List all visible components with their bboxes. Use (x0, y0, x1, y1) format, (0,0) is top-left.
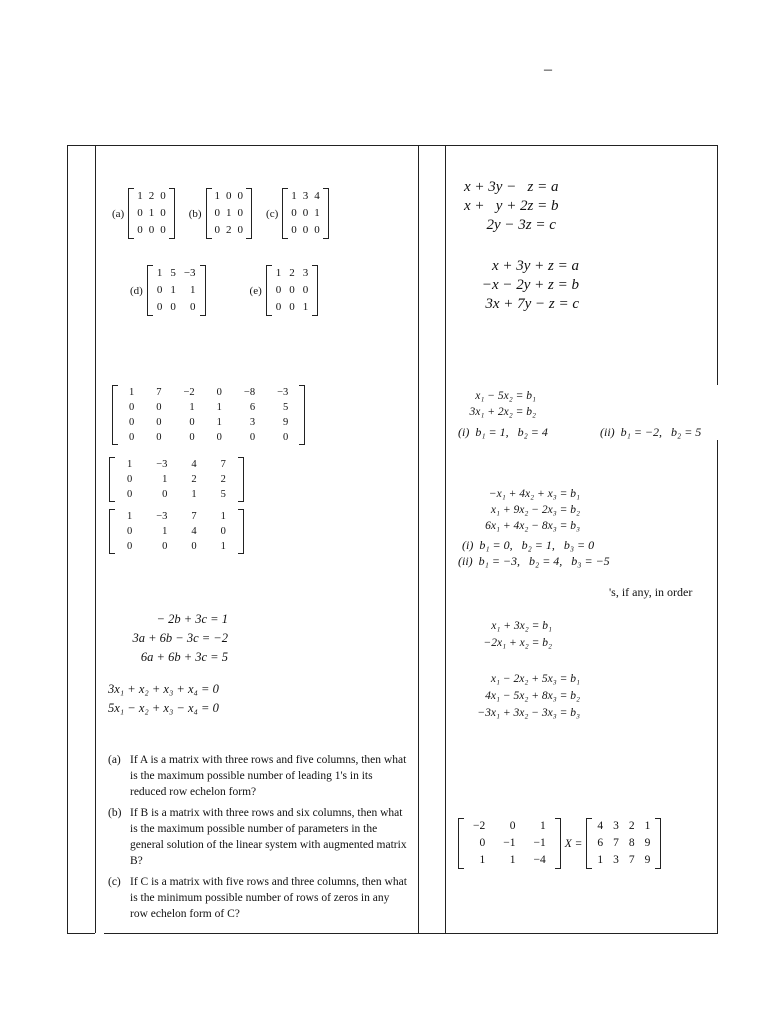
system-4-case-i: (i) b₁ = 0, b₂ = 1, b₃ = 0 (462, 538, 595, 552)
system-4-eq-3: 6x₁ + 4x₂ − 8x₃ = b₃ (485, 520, 580, 532)
system-2 (464, 257, 579, 314)
matrix-c-matrix-cell: 1 (291, 190, 297, 202)
augmented-matrix-4x6-body-cell: 0 (189, 417, 195, 428)
matrix-a-matrix-cell: 0 (160, 207, 166, 219)
matrix-d-matrix-cell: 1 (156, 267, 163, 279)
matrix-e-matrix-cell: 1 (275, 267, 282, 279)
matrix-a-matrix-cell: 2 (148, 190, 155, 202)
augmented-matrix-4x6-body-cell: 0 (129, 432, 135, 443)
augmented-matrix-4x6-body-cell: −2 (183, 387, 195, 398)
question-a-text: If A is a matrix with three rows and five columns, then what is the maximum possible number of leading 1's in its reduced row echelon form? (130, 754, 407, 798)
matrix-eq-right-cell: 4 (597, 820, 604, 832)
augmented-matrix-3x4-a-body-cell: 1 (127, 459, 133, 470)
matrix-eq-right-cell: 8 (628, 837, 635, 849)
augmented-matrix-3x4-a-body-cell: 0 (162, 489, 168, 500)
question-c-tag: (c) (108, 876, 121, 888)
augmented-matrix-4x6-body-cell: −8 (243, 387, 256, 398)
matrix-e-matrix-cell: 2 (289, 267, 295, 279)
augmented-matrix-3x4-a-body-cell: 2 (220, 474, 226, 485)
system-3 (458, 388, 536, 420)
matrix-e-matrix (266, 265, 319, 316)
system-3-case-i: (i) b₁ = 1, b₂ = 4 (458, 425, 548, 439)
augmented-matrix-3x4-b-body-cell: 1 (220, 511, 226, 522)
matrix-e-matrix-cell: 3 (302, 267, 309, 279)
matrix-eq-left-cell: −1 (503, 837, 516, 849)
system-homogeneous-eq-1: 3x₁ + x₂ + x₃ + x₄ = 0 (108, 682, 219, 696)
augmented-matrix-3x4-a (109, 457, 244, 502)
matrix-a-matrix-cell: 0 (160, 224, 166, 236)
augmented-matrix-4x6-body-cell: 1 (216, 417, 222, 428)
matrix-eq-right-cell: 1 (597, 854, 604, 866)
matrix-b-matrix-cell: 0 (214, 207, 221, 219)
augmented-matrix-4x6-body-cell: 7 (156, 387, 162, 398)
augmented-matrix-3x4-a-body (109, 457, 244, 502)
matrix-d-matrix-cell: 0 (190, 301, 196, 313)
augmented-matrix-4x6-body-cell: 1 (216, 402, 222, 413)
augmented-matrix-3x4-a-body-cell: 5 (220, 489, 226, 500)
matrix-e-matrix-cell: 0 (275, 284, 282, 296)
system-6-eq-3: −3x₁ + 3x₂ − 3x₃ = b₃ (477, 707, 580, 719)
question-a-tag: (a) (108, 754, 121, 766)
augmented-matrix-4x6-body-cell: 0 (216, 432, 222, 443)
matrix-eq-right-cell: 7 (628, 854, 635, 866)
augmented-matrix-4x6-body-cell: 0 (156, 417, 162, 428)
augmented-matrix-4x6-body-cell: 3 (249, 417, 256, 428)
matrix-c-matrix-cell: 0 (302, 207, 309, 219)
matrix-eq-left-cell: 0 (479, 837, 486, 849)
matrix-eq-left-cell: 1 (479, 854, 486, 866)
matrices-a-to-c (112, 188, 329, 239)
matrix-c-matrix-cell: 3 (302, 190, 309, 202)
matrix-c-matrix-cell: 0 (291, 207, 297, 219)
augmented-matrix-4x6-body-cell: −3 (277, 387, 289, 398)
question-a (108, 752, 408, 800)
system-4 (458, 486, 580, 534)
matrix-c-matrix-cell: 0 (302, 224, 309, 236)
matrix-eq-right-cell: 9 (644, 837, 651, 849)
matrix-c-matrix-cell: 1 (314, 207, 320, 219)
question-c-text: If C is a matrix with five rows and three columns, then what is the minimum possible number of rows of zeros in any row echelon form of C? (130, 876, 407, 920)
matrix-a-matrix-cell: 0 (160, 190, 166, 202)
system-1-eq-2: x + y + 2z = b (464, 198, 559, 214)
augmented-matrix-3x4-a-body-cell: 4 (191, 459, 197, 470)
augmented-matrix-4x6-body-cell: 0 (216, 387, 222, 398)
matrix-b-matrix-cell: 1 (214, 190, 221, 202)
matrix-eq-left-cell: −4 (533, 854, 546, 866)
matrix-d (130, 265, 206, 316)
matrix-a-matrix (128, 188, 175, 239)
matrix-c-matrix-cell: 0 (291, 224, 297, 236)
system-2-eq-1: x + 3y + z = a (491, 258, 579, 274)
matrix-c-label: (c) (266, 207, 279, 220)
matrix-eq-right-cell: 7 (613, 837, 619, 849)
augmented-matrix-3x4-b-body-cell: 7 (191, 511, 197, 522)
matrix-b-matrix-cell: 2 (226, 224, 232, 236)
augmented-matrix-4x6-body-cell: 0 (129, 402, 135, 413)
system-3-eq-2: 3x₁ + 2x₂ = b₂ (469, 406, 536, 418)
system-2-eq-3: 3x + 7y − z = c (485, 296, 579, 312)
augmented-matrix-4x6-body-cell: 1 (129, 387, 135, 398)
system-1-eq-1: x + 3y − z = a (464, 179, 559, 195)
matrix-c (266, 188, 329, 239)
augmented-matrix-3x4-b-body-cell: 0 (220, 526, 226, 537)
matrix-b-matrix-cell: 0 (237, 207, 244, 219)
matrix-c-matrix (282, 188, 329, 239)
augmented-matrix-3x4-b-body-cell: 1 (220, 541, 226, 552)
augmented-matrix-3x4-b-body-cell: 1 (162, 526, 168, 537)
matrix-eq-left-cell: −2 (473, 820, 486, 832)
system-4-case-ii: (ii) b₁ = −3, b₂ = 4, b₃ = −5 (458, 554, 610, 568)
matrices-d-e (130, 265, 318, 316)
matrix-d-matrix-cell: 1 (170, 284, 176, 296)
matrix-e-matrix-cell: 0 (289, 284, 295, 296)
matrix-equation (458, 818, 661, 869)
augmented-matrix-3x4-a-body-cell: 0 (127, 489, 133, 500)
augmented-matrix-4x6-body-cell: 9 (283, 417, 289, 428)
matrix-e (250, 265, 319, 316)
system-5 (462, 618, 552, 652)
augmented-matrix-4x6-body-cell: 0 (249, 432, 256, 443)
augmented-matrix-3x4-b-body-cell: 0 (162, 541, 168, 552)
system-4-eq-1: −x₁ + 4x₂ + x₃ = b₁ (488, 488, 580, 500)
matrix-a-label: (a) (112, 207, 125, 220)
questions-list (108, 752, 408, 927)
matrix-b-matrix-cell: 0 (214, 224, 221, 236)
matrix-eq-symbol: X = (564, 837, 583, 850)
question-c (108, 874, 408, 922)
matrix-b-matrix-cell: 0 (226, 190, 232, 202)
matrix-d-matrix-cell: 0 (156, 284, 163, 296)
augmented-matrix-3x4-b (109, 509, 244, 554)
system-1 (464, 178, 559, 235)
matrix-a-matrix-cell: 1 (137, 190, 143, 202)
matrix-a (112, 188, 175, 239)
matrix-b-matrix-cell: 1 (226, 207, 232, 219)
question-b-text: If B is a matrix with three rows and six columns, then what is the maximum possible number of parameters in the general solution of the linear system with augmented matrix B? (130, 807, 407, 867)
matrix-d-matrix-cell: −3 (183, 267, 196, 279)
augmented-matrix-3x4-b-body-cell: −3 (156, 511, 168, 522)
matrix-d-matrix (147, 265, 206, 316)
system-abc-eq-1: − 2b + 3c = 1 (156, 612, 228, 626)
system-6-eq-2: 4x₁ − 5x₂ + 8x₃ = b₂ (485, 690, 580, 702)
system-abc-eq-3: 6a + 6b + 3c = 5 (140, 650, 228, 664)
augmented-matrix-4x6-body-cell: 1 (189, 402, 195, 413)
system-homogeneous-eq-2: 5x₁ − x₂ + x₃ − x₄ = 0 (108, 701, 219, 715)
system-abc-eq-2: 3a + 6b − 3c = −2 (132, 631, 228, 645)
augmented-matrix-3x4-a-body-cell: 1 (162, 474, 168, 485)
matrix-a-matrix-cell: 0 (137, 207, 143, 219)
system-2-eq-2: −x − 2y + z = b (481, 277, 579, 293)
augmented-matrix-3x4-a-body-cell: −3 (156, 459, 168, 470)
matrix-e-matrix-cell: 0 (275, 301, 282, 313)
augmented-matrix-3x4-b-body (109, 509, 244, 554)
augmented-matrix-3x4-b-body-cell: 1 (127, 511, 133, 522)
matrix-e-label: (e) (249, 284, 262, 297)
matrix-b-label: (b) (188, 207, 202, 220)
augmented-matrix-3x4-a-body-cell: 7 (220, 459, 226, 470)
matrix-eq-left-cell: 1 (509, 854, 516, 866)
system-homogeneous (108, 680, 219, 718)
augmented-matrix-3x4-b-body-cell: 0 (127, 526, 133, 537)
system-1-eq-3: 2y − 3z = c (464, 217, 556, 233)
augmented-matrix-4x6-body-cell: 5 (283, 402, 289, 413)
matrix-d-matrix-cell: 0 (170, 301, 176, 313)
matrix-a-matrix-cell: 0 (137, 224, 143, 236)
augmented-matrix-4x6-body-cell: 0 (129, 417, 135, 428)
matrix-eq-right-cell: 2 (628, 820, 635, 832)
system-5-eq-1: x₁ + 3x₂ = b₁ (491, 620, 552, 632)
matrix-b-matrix-cell: 0 (237, 224, 244, 236)
matrix-eq-right (586, 818, 661, 869)
matrix-b (189, 188, 252, 239)
matrix-e-matrix-cell: 1 (302, 301, 309, 313)
system-abc (118, 610, 228, 667)
augmented-matrix-3x4-b-body-cell: 0 (127, 541, 133, 552)
instruction-fragment: 's, if any, in order (609, 585, 693, 599)
augmented-matrix-3x4-a-body-cell: 1 (191, 489, 197, 500)
augmented-matrix-3x4-b-body-cell: 0 (191, 541, 197, 552)
system-5-eq-2: −2x₁ + x₂ = b₂ (483, 637, 552, 649)
augmented-matrix-3x4-a-body-cell: 0 (127, 474, 133, 485)
matrix-a-matrix-cell: 1 (148, 207, 155, 219)
system-6-eq-1: x₁ − 2x₂ + 5x₃ = b₁ (490, 673, 580, 685)
matrix-d-matrix-cell: 5 (170, 267, 176, 279)
matrix-eq-right-cell: 1 (644, 820, 651, 832)
augmented-matrix-4x6-body-cell: 0 (156, 432, 162, 443)
matrix-a-matrix-cell: 0 (148, 224, 155, 236)
augmented-matrix-3x4-b-body-cell: 4 (191, 526, 197, 537)
augmented-matrix-4x6-body-cell: 0 (283, 432, 289, 443)
matrix-e-matrix-cell: 0 (289, 301, 295, 313)
matrix-b-matrix (206, 188, 253, 239)
matrix-eq-right-cell: 3 (613, 820, 619, 832)
system-6 (452, 671, 580, 722)
matrix-eq-left-cell: 1 (540, 820, 546, 832)
augmented-matrix-4x6-body (112, 385, 305, 445)
augmented-matrix-4x6-body-cell: 6 (249, 402, 256, 413)
matrix-c-matrix-cell: 0 (314, 224, 320, 236)
matrix-eq-right-cell: 9 (644, 854, 651, 866)
matrix-eq-right-cell: 3 (613, 854, 619, 866)
matrix-c-matrix-cell: 4 (314, 190, 320, 202)
matrix-eq-left-cell: 0 (509, 820, 516, 832)
matrix-e-matrix-cell: 0 (302, 284, 309, 296)
header-mark: – (544, 61, 552, 78)
matrix-eq-right-cell: 6 (597, 837, 604, 849)
augmented-matrix-4x6-body-cell: 0 (189, 432, 195, 443)
matrix-d-matrix-cell: 1 (190, 284, 196, 296)
matrix-d-label: (d) (130, 284, 143, 297)
matrix-eq-left (458, 818, 561, 869)
augmented-matrix-4x6 (112, 385, 305, 445)
question-b-tag: (b) (108, 807, 122, 819)
matrix-eq-left-cell: −1 (533, 837, 546, 849)
system-4-eq-2: x₁ + 9x₂ − 2x₃ = b₂ (490, 504, 580, 516)
matrix-b-matrix-cell: 0 (237, 190, 244, 202)
augmented-matrix-3x4-a-body-cell: 2 (191, 474, 197, 485)
question-b (108, 805, 408, 869)
system-3-case-ii: (ii) b₁ = −2, b₂ = 5 (600, 425, 702, 439)
augmented-matrix-4x6-body-cell: 0 (156, 402, 162, 413)
system-3-eq-1: x₁ − 5x₂ = b₁ (475, 390, 536, 402)
matrix-d-matrix-cell: 0 (156, 301, 163, 313)
